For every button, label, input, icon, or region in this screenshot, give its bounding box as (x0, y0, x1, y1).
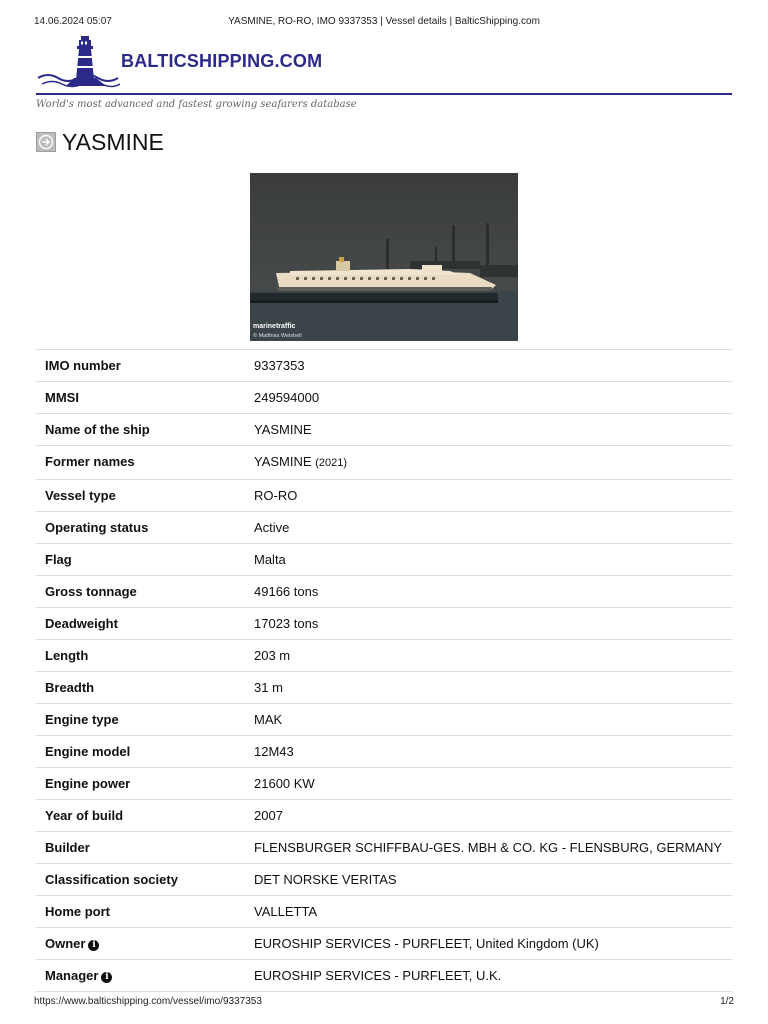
info-icon[interactable]: i (88, 940, 99, 951)
table-row (36, 544, 732, 576)
detail-value: 21600 KW (245, 768, 732, 800)
arrow-right-icon (36, 132, 56, 152)
detail-label: Former names (36, 446, 245, 480)
table-row (36, 480, 732, 512)
detail-label: Home port (36, 896, 245, 928)
table-row (36, 704, 732, 736)
detail-label: Deadweight (36, 608, 245, 640)
print-url: https://www.balticshipping.com/vessel/imo/9337353 (34, 996, 262, 1007)
info-icon[interactable]: i (101, 972, 112, 983)
detail-value: 9337353 (245, 350, 732, 382)
photo-watermark: marinetraffic (253, 323, 296, 330)
detail-value: DET NORSKE VERITAS (245, 864, 732, 896)
table-row (36, 768, 732, 800)
detail-label: Flag (36, 544, 245, 576)
table-row (36, 928, 732, 960)
detail-value: 249594000 (245, 382, 732, 414)
table-row (36, 576, 732, 608)
detail-label-manager (36, 960, 245, 992)
detail-label: Year of build (36, 800, 245, 832)
detail-label: Engine power (36, 768, 245, 800)
table-row (36, 512, 732, 544)
detail-value: 49166 tons (245, 576, 732, 608)
table-row (36, 832, 732, 864)
detail-value: 31 m (245, 672, 732, 704)
owner-label: Owner (45, 936, 86, 951)
detail-label: Breadth (36, 672, 245, 704)
detail-value[interactable]: EUROSHIP SERVICES - PURFLEET, United Kingdom (UK) (245, 928, 732, 960)
detail-value: MAK (245, 704, 732, 736)
detail-value: 12M43 (245, 736, 732, 768)
detail-value (245, 446, 732, 480)
detail-label: Length (36, 640, 245, 672)
vessel-photo (250, 173, 518, 341)
print-title: YASMINE, RO-RO, IMO 9337353 | Vessel details | BalticShipping.com (228, 16, 540, 27)
detail-value: 17023 tons (245, 608, 732, 640)
table-row (36, 350, 732, 382)
table-row (36, 864, 732, 896)
detail-value: Active (245, 512, 732, 544)
print-datetime: 14.06.2024 05:07 (34, 16, 112, 27)
brand-name[interactable]: BALTICSHIPPING.COM (121, 51, 323, 71)
detail-value: RO-RO (245, 480, 732, 512)
detail-label: Operating status (36, 512, 245, 544)
manager-label: Manager (45, 968, 99, 983)
table-row (36, 672, 732, 704)
header-rule (36, 93, 732, 95)
former-name[interactable]: YASMINE (254, 454, 312, 469)
detail-value: 203 m (245, 640, 732, 672)
detail-label: Builder (36, 832, 245, 864)
detail-value: YASMINE (245, 414, 732, 446)
detail-label: MMSI (36, 382, 245, 414)
table-row (36, 382, 732, 414)
page-number: 1/2 (720, 996, 734, 1007)
detail-label: IMO number (36, 350, 245, 382)
detail-value: VALLETTA (245, 896, 732, 928)
table-row (36, 414, 732, 446)
table-row (36, 800, 732, 832)
site-header (36, 34, 732, 114)
detail-label: Classification society (36, 864, 245, 896)
detail-value[interactable]: FLENSBURGER SCHIFFBAU-GES. MBH & CO. KG - FLENSBURG, GERMANY (245, 832, 732, 864)
vessel-details-table (36, 349, 732, 992)
table-row (36, 608, 732, 640)
print-header (34, 16, 734, 30)
site-tagline: World's most advanced and fastest growing seafarers database (36, 99, 357, 110)
detail-value[interactable]: EUROSHIP SERVICES - PURFLEET, U.K. (245, 960, 732, 992)
detail-label: Engine type (36, 704, 245, 736)
detail-label-owner (36, 928, 245, 960)
print-footer (34, 996, 734, 1010)
table-row (36, 960, 732, 992)
table-row (36, 896, 732, 928)
detail-value: Malta (245, 544, 732, 576)
former-name-year: (2021) (315, 457, 347, 469)
page-title (36, 128, 164, 156)
lighthouse-logo-icon[interactable] (36, 34, 120, 90)
detail-label: Engine model (36, 736, 245, 768)
table-row (36, 446, 732, 480)
detail-label: Vessel type (36, 480, 245, 512)
detail-value: 2007 (245, 800, 732, 832)
photo-credit: © Matthias Weishelt (253, 333, 302, 339)
detail-label: Gross tonnage (36, 576, 245, 608)
table-row (36, 736, 732, 768)
detail-label: Name of the ship (36, 414, 245, 446)
table-row (36, 640, 732, 672)
vessel-name-heading: YASMINE (62, 128, 164, 155)
